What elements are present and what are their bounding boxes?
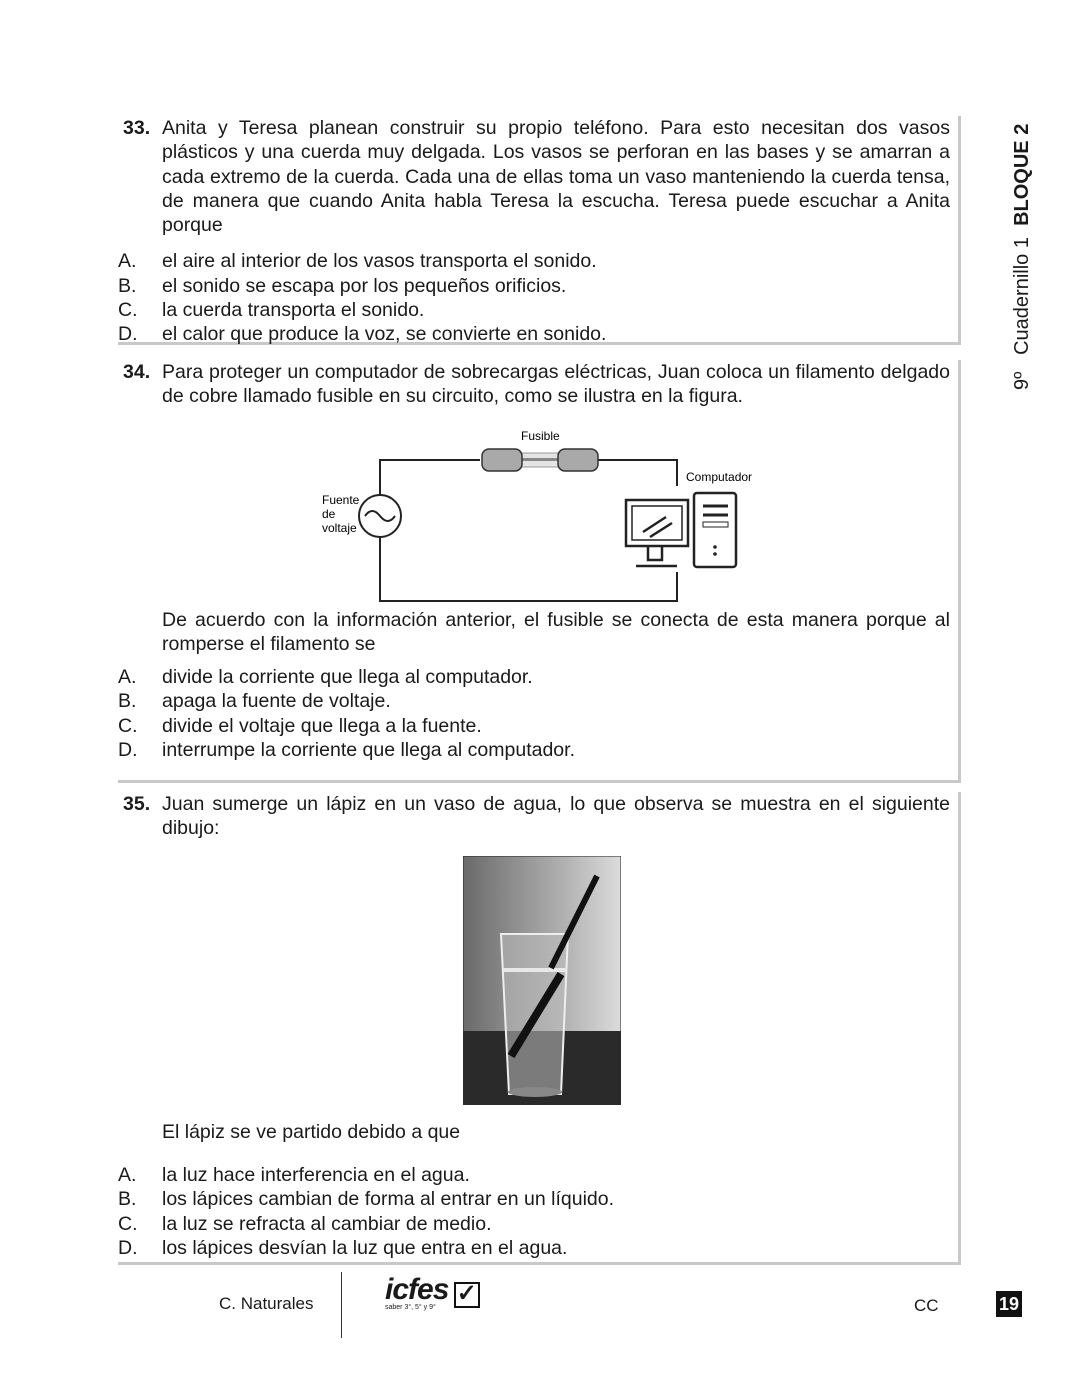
options-list [118,1163,614,1260]
option-text: apaga la fuente de voltaje. [162,690,391,713]
option-d[interactable] [118,738,575,762]
option-letter: D. [118,323,138,346]
code-label: CC [914,1296,939,1315]
question-34 [118,360,961,783]
question-33 [118,116,961,345]
option-text: los lápices desvían la luz que entra en el agua. [162,1236,568,1259]
option-b[interactable] [118,689,575,713]
question-stem: Anita y Teresa planean construir su propio teléfono. Para esto necesitan dos vasos plásticos y una cuerda muy delgada. Los vasos se perforan en las bases y se amarran a cada extremo de la cuerda. Cada una de ellas toma un vaso manteniendo la cuerda tensa, de manera que cuando Anita habla Teresa la escucha. Teresa puede escuchar a Anita porque [162,117,950,237]
option-letter: A. [118,1164,137,1186]
block-label: BLOQUE 2 [1011,123,1033,226]
footer-divider [341,1272,342,1338]
option-letter: C. [118,714,138,737]
pencil-in-water-photo [463,856,621,1105]
source-label: voltaje [322,521,357,535]
question-number: 33. [123,117,151,139]
source-label: de [322,507,336,521]
computer-label: Computador [686,470,753,484]
option-letter: C. [118,299,138,322]
grade-label: 9º [1011,371,1033,390]
option-c[interactable] [118,298,958,322]
option-d[interactable] [118,322,958,346]
question-stem: Para proteger un computador de sobrecargas eléctricas, Juan coloca un filamento delgado de cobre llamado fusible en su circuito, como se ilustra en la figura. [162,361,950,408]
booklet-label: Cuadernillo 1 [1011,237,1033,355]
computer-icon [626,493,736,567]
question-prompt: De acuerdo con la información anterior, el fusible se conecta de esta manera porque al romperse el filamento se [162,609,950,656]
option-c[interactable] [118,1212,614,1236]
fuse-icon [482,449,598,471]
option-letter: A. [118,250,137,273]
option-a[interactable] [118,1163,614,1187]
option-b[interactable] [118,1187,614,1211]
option-text: la cuerda transporta el sonido. [162,299,425,322]
option-letter: B. [118,1188,137,1211]
subject-label: C. Naturales [219,1294,314,1313]
option-b[interactable] [118,274,958,298]
option-letter: D. [118,738,138,761]
option-letter: B. [118,274,137,297]
side-header [1010,124,1034,390]
source-label: Fuente [322,493,360,507]
option-letter: A. [118,666,137,688]
options-list [118,249,958,346]
options-list [118,665,575,762]
circuit-diagram [310,420,770,610]
question-35 [118,792,961,1265]
option-letter: B. [118,690,137,713]
question-stem: Juan sumerge un lápiz en un vaso de agua, lo que observa se muestra en el siguiente dibujo: [162,793,950,840]
icfes-logo: icfes ✓ saber 3°, 5° y 9° [385,1278,480,1312]
option-text: la luz se refracta al cambiar de medio. [162,1212,492,1235]
option-text: interrumpe la corriente que llega al computador. [162,738,575,761]
option-text: el aire al interior de los vasos transporta el sonido. [162,250,597,273]
question-number: 35. [123,793,151,815]
option-text: la luz hace interferencia en el agua. [162,1164,470,1186]
page-number: 19 [996,1291,1022,1317]
option-letter: C. [118,1212,138,1235]
question-number: 34. [123,361,151,383]
option-d[interactable] [118,1236,614,1260]
option-a[interactable] [118,249,958,273]
option-c[interactable] [118,714,575,738]
option-text: el sonido se escapa por los pequeños orificios. [162,274,567,297]
fuse-label: Fusible [521,429,560,443]
option-text: los lápices cambian de forma al entrar en un líquido. [162,1188,615,1211]
option-text: divide la corriente que llega al computador. [162,666,533,688]
option-letter: D. [118,1236,138,1259]
option-a[interactable] [118,665,575,689]
question-prompt: El lápiz se ve partido debido a que [162,1121,461,1143]
option-text: el calor que produce la voz, se convierte en sonido. [162,323,607,346]
option-text: divide el voltaje que llega a la fuente. [162,714,482,737]
